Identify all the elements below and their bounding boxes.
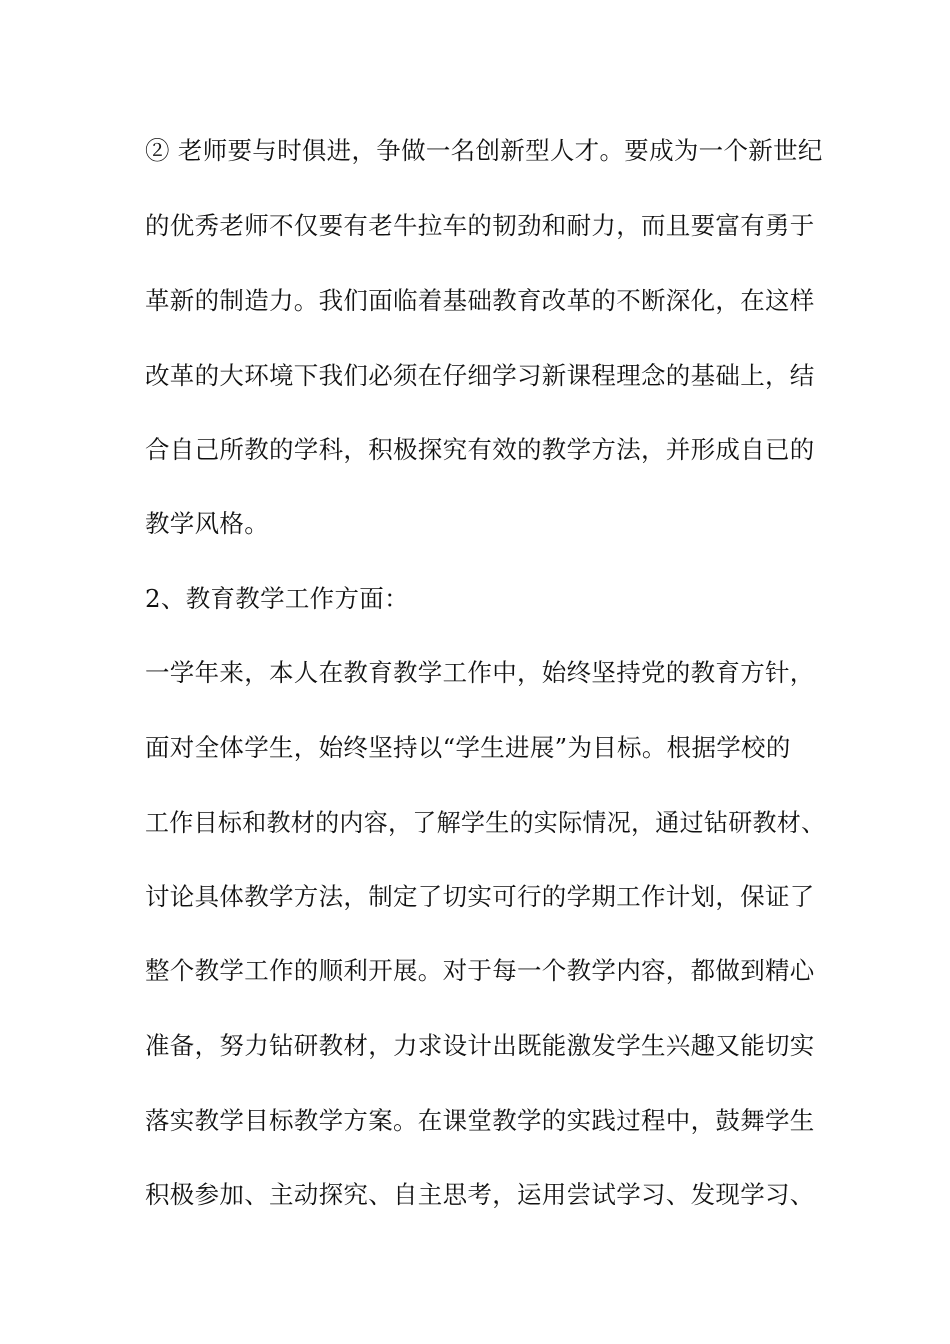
text-line: 工作目标和教材的内容，了解学生的实际情况，通过钻研教材、 xyxy=(145,808,826,837)
text-line: 改革的大环境下我们必须在仔细学习新课程理念的基础上，结 xyxy=(145,361,815,390)
text-line: 整个教学工作的顺利开展。对于每一个教学内容，都做到精心 xyxy=(145,956,815,985)
text-line: 合自己所教的学科，积极探究有效的教学方法，并形成自已的 xyxy=(145,435,815,464)
text-line: ② 老师要与时俱进，争做一名创新型人才。要成为一个新世纪 xyxy=(145,136,823,165)
text-line: 积极参加、主动探究、自主思考，运用尝试学习、发现学习、 xyxy=(145,1180,815,1209)
text-line: 面对全体学生，始终坚持以“学生进展”为目标。根据学校的 xyxy=(145,733,791,762)
section-heading: 2、教育教学工作方面： xyxy=(145,584,409,613)
text-line: 落实教学目标教学方案。在课堂教学的实践过程中，鼓舞学生 xyxy=(145,1106,815,1135)
text-line: 讨论具体教学方法，制定了切实可行的学期工作计划，保证了 xyxy=(145,882,815,911)
text-line: 的优秀老师不仅要有老牛拉车的韧劲和耐力，而且要富有勇于 xyxy=(145,211,815,240)
text-line: 教学风格。 xyxy=(145,509,269,538)
text-line: 一学年来，本人在教育教学工作中，始终坚持党的教育方针， xyxy=(145,658,815,687)
text-line: 准备，努力钻研教材，力求设计出既能激发学生兴趣又能切实 xyxy=(145,1031,815,1060)
text-line: 革新的制造力。我们面临着基础教育改革的不断深化，在这样 xyxy=(145,286,815,315)
